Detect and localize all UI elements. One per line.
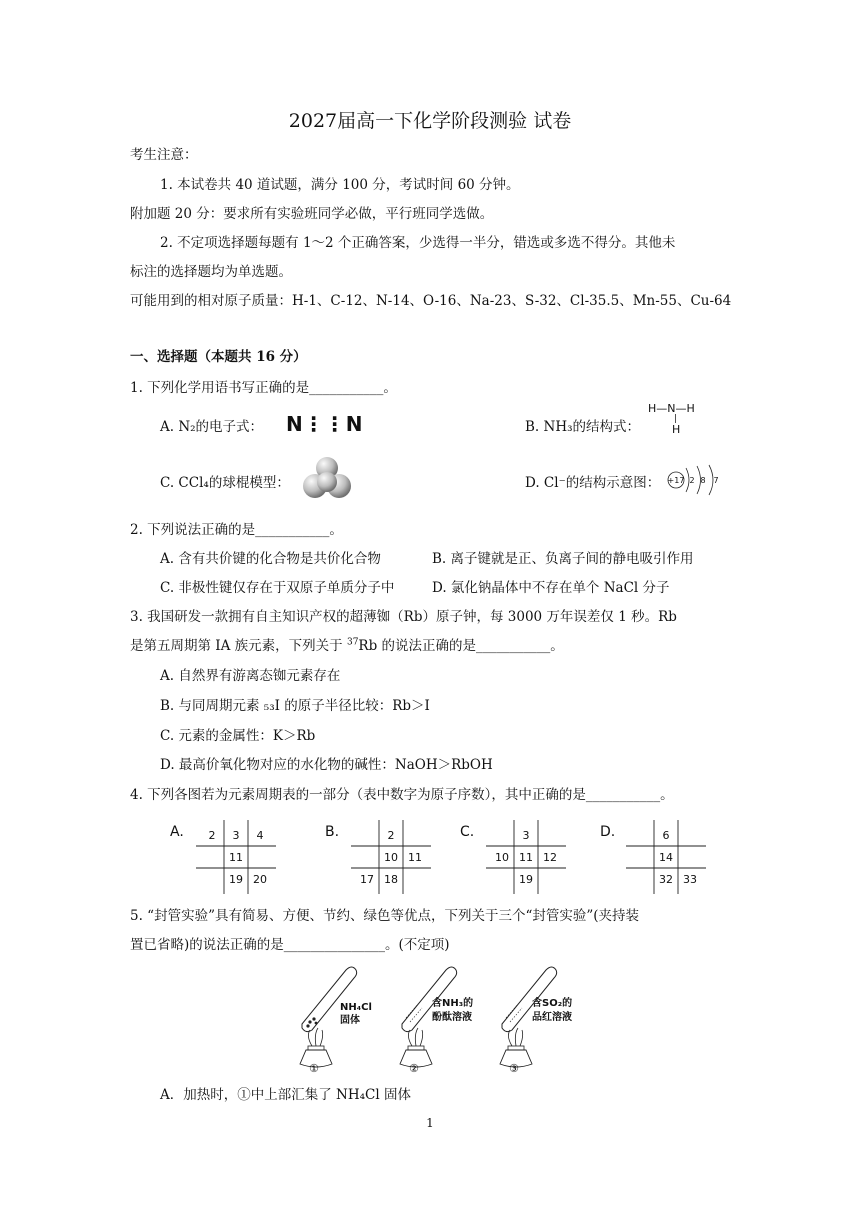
q1-option-c: C. CCl₄的球棍模型： bbox=[160, 475, 290, 491]
cell-a-0-0: 2 bbox=[208, 829, 216, 842]
cell-c-0-1: 3 bbox=[522, 829, 530, 842]
apparatus-num-3: ③ bbox=[509, 1062, 519, 1074]
cell-a-2-1: 19 bbox=[229, 873, 243, 886]
cell-a-0-1: 3 bbox=[232, 829, 240, 842]
cell-a-0-2: 4 bbox=[256, 829, 264, 842]
tube2-label-2: 酚酞溶液 bbox=[432, 1012, 472, 1023]
q3-stem-post: Rb 的说法正确的是___________。 bbox=[358, 638, 564, 654]
nh3-line1: H—N—H bbox=[648, 402, 695, 415]
apparatus-1 bbox=[300, 967, 372, 1074]
sealed-tube-experiment-diagram bbox=[296, 962, 616, 1074]
q4-option-label-c: C. bbox=[460, 824, 475, 840]
tube1-label-2: 固体 bbox=[340, 1015, 360, 1026]
notice-line1: 1. 本试卷共 40 道试题，满分 100 分，考试时间 60 分钟。 bbox=[160, 177, 520, 193]
cell-b-1-1: 10 bbox=[384, 851, 398, 864]
cl-nucleus-label: +17 bbox=[667, 476, 685, 485]
cell-c-1-0: 10 bbox=[495, 851, 509, 864]
n2-electron-formula: N⋮⋮N bbox=[286, 412, 364, 436]
cl-shell-2: 8 bbox=[700, 476, 706, 485]
cell-a-2-2: 20 bbox=[253, 873, 267, 886]
cell-b-0-1: 2 bbox=[387, 829, 395, 842]
q3-option-b: B. 与同周期元素 ₅₃I 的原子半径比较：Rb＞I bbox=[160, 698, 430, 714]
tube1-label-1: NH₄Cl bbox=[340, 1002, 372, 1013]
ccl4-ball-stick-model bbox=[303, 456, 351, 502]
apparatus-num-1: ① bbox=[309, 1062, 319, 1074]
notice-line4: 可能用到的相对原子质量：H-1、C-12、N-14、O-16、Na-23、S-32、Cl-35.5、Mn-55、Cu-64 bbox=[130, 293, 732, 309]
q3-option-c: C. 元素的金属性：K＞Rb bbox=[160, 728, 316, 744]
q1-stem: 1. 下列化学用语书写正确的是___________。 bbox=[130, 380, 397, 396]
q4-stem: 4. 下列各图若为元素周期表的一部分（表中数字为原子序数），其中正确的是___________。 bbox=[130, 787, 674, 803]
q4-option-label-b: B. bbox=[325, 824, 340, 840]
cell-b-2-0: 17 bbox=[360, 873, 374, 886]
nh3-structure bbox=[648, 403, 708, 435]
section-heading: 一、选择题（本题共 16 分） bbox=[130, 349, 307, 365]
periodic-fragment-d bbox=[624, 818, 708, 894]
page-title: 2027届高一下化学阶段测验 试卷 bbox=[288, 110, 572, 132]
q1-option-b: B. NH₃的结构式： bbox=[525, 419, 641, 435]
q2-option-a: A. 含有共价键的化合物是共价化合物 bbox=[160, 551, 381, 567]
cell-d-1-1: 14 bbox=[659, 851, 673, 864]
q3-stem-line1: 3. 我国研发一款拥有自主知识产权的超薄铷（Rb）原子钟，每 3000 万年误差仅 1 秒。Rb bbox=[130, 609, 677, 625]
q2-option-c: C. 非极性键仅存在于双原子单质分子中 bbox=[160, 580, 395, 596]
cell-c-2-1: 19 bbox=[519, 873, 533, 886]
q3-stem-pre: 是第五周期第 IA 族元素，下列关于 bbox=[130, 638, 347, 654]
q4-option-label-a: A. bbox=[170, 824, 184, 840]
apparatus-2 bbox=[400, 967, 473, 1074]
q2-option-d: D. 氯化钠晶体中不存在单个 NaCl 分子 bbox=[432, 580, 670, 596]
cl-ion-structure-diagram bbox=[666, 462, 726, 498]
q5-stem-line1: 5. “封管实验”具有简易、方便、节约、绿色等优点，下列关于三个“封管实验”(夹持装 bbox=[130, 908, 640, 924]
apparatus-num-2: ② bbox=[409, 1062, 419, 1074]
cl-shell-3: 7 bbox=[713, 476, 719, 485]
q5-option-a: A．加热时，①中上部汇集了 NH₄Cl 固体 bbox=[160, 1087, 411, 1103]
cell-b-2-1: 18 bbox=[384, 873, 398, 886]
cell-d-0-1: 6 bbox=[662, 829, 670, 842]
q3-option-d: D. 最高价氧化物对应的水化物的碱性：NaOH＞RbOH bbox=[160, 757, 493, 773]
q2-option-b: B. 离子键就是正、负离子间的静电吸引作用 bbox=[432, 551, 694, 567]
tube3-label-1: 含SO₂的 bbox=[532, 998, 573, 1009]
cell-d-2-1: 32 bbox=[659, 873, 673, 886]
periodic-fragment-a bbox=[194, 818, 278, 894]
q4-option-label-d: D. bbox=[600, 824, 616, 840]
notice-line3a: 2. 不定项选择题每题有 1～2 个正确答案，少选得一半分，错选或多选不得分。其他未 bbox=[160, 235, 676, 251]
q2-stem: 2. 下列说法正确的是___________。 bbox=[130, 522, 343, 538]
cell-d-2-2: 33 bbox=[683, 873, 697, 886]
tube3-label-2: 品红溶液 bbox=[532, 1012, 572, 1023]
cl-shell-1: 2 bbox=[689, 476, 695, 485]
q1-option-a: A. N₂的电子式： bbox=[160, 419, 264, 435]
apparatus-3 bbox=[500, 967, 572, 1074]
notice-line3b: 标注的选择题均为单选题。 bbox=[130, 264, 292, 280]
cell-c-1-1: 11 bbox=[519, 851, 533, 864]
q3-stem-line2 bbox=[130, 637, 564, 655]
cell-a-1-1: 11 bbox=[229, 851, 243, 864]
periodic-fragment-b bbox=[349, 818, 433, 894]
nh3-line2: | bbox=[674, 414, 678, 424]
notice-line2: 附加题 20 分：要求所有实验班同学必做，平行班同学选做。 bbox=[130, 206, 494, 222]
q3-stem-sup: 37 bbox=[346, 637, 359, 648]
cell-c-1-2: 12 bbox=[543, 851, 557, 864]
q5-stem-line2: 置已省略)的说法正确的是_______________。(不定项) bbox=[130, 937, 450, 953]
cell-b-1-2: 11 bbox=[408, 851, 422, 864]
tube2-label-1: 含NH₃的 bbox=[432, 998, 474, 1009]
nh3-line3: H bbox=[672, 423, 681, 436]
notice-heading: 考生注意： bbox=[130, 147, 198, 163]
page-number: 1 bbox=[426, 1116, 434, 1130]
periodic-fragment-c bbox=[484, 818, 568, 894]
q1-option-d: D. Cl⁻的结构示意图： bbox=[525, 475, 661, 491]
q3-option-a: A. 自然界有游离态铷元素存在 bbox=[160, 668, 341, 684]
